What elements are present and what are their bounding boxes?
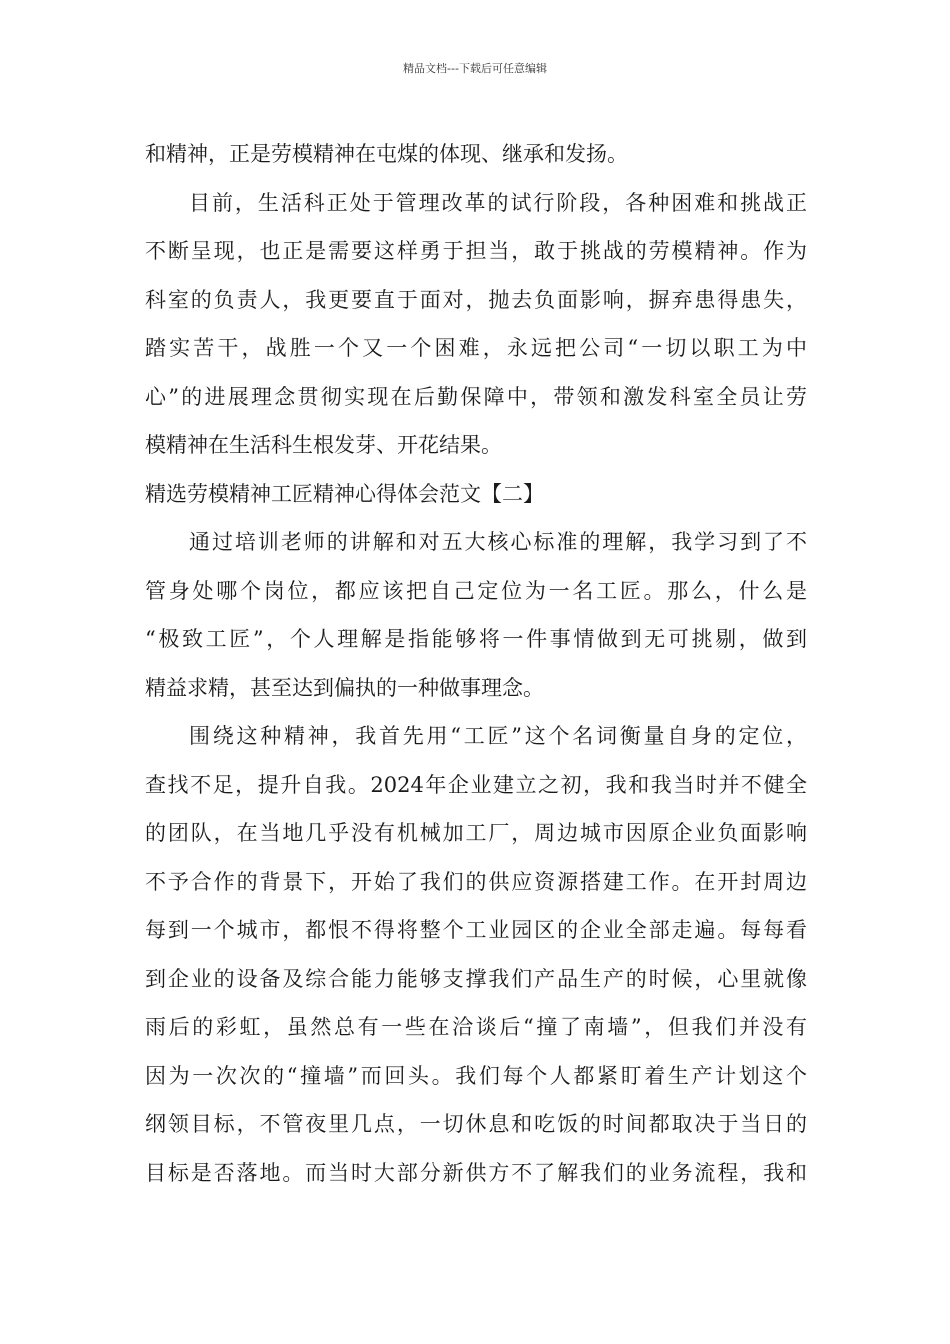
section-heading: 精选劳模精神工匠精神心得体会范文【二】 bbox=[145, 481, 544, 506]
paragraph-line: 和精神，正是劳模精神在屯煤的体现、继承和发扬。 bbox=[145, 142, 628, 166]
document-body bbox=[145, 130, 807, 1197]
paragraph-line: 模精神在生活科生根发芽、开花结果。 bbox=[145, 433, 502, 457]
paragraph-line: 心”的进展理念贯彻实现在后勤保障中，带领和激发科室全员让劳 bbox=[145, 384, 807, 409]
paragraph-line: 每到一个城市，都恨不得将整个工业园区的企业全部走遍。每每看 bbox=[145, 918, 807, 942]
paragraph-line: 纲领目标，不管夜里几点，一切休息和吃饭的时间都取决于当日的 bbox=[145, 1112, 807, 1136]
page-header: 精品文档---下载后可任意编辑 bbox=[403, 62, 547, 75]
paragraph-line: 精益求精，甚至达到偏执的一种做事理念。 bbox=[145, 675, 544, 700]
paragraph-line: 到企业的设备及综合能力能够支撑我们产品生产的时候，心里就像 bbox=[145, 966, 807, 991]
paragraph-line: 踏实苦干，战胜一个又一个困难，永远把公司“一切以职工为中 bbox=[145, 336, 807, 360]
paragraph-line: 雨后的彩虹，虽然总有一些在洽谈后“撞了南墙”，但我们并没有 bbox=[145, 1015, 807, 1039]
paragraph-line: 的团队，在当地几乎没有机械加工厂，周边城市因原企业负面影响 bbox=[145, 821, 807, 845]
paragraph-line: 不断呈现，也正是需要这样勇于担当，敢于挑战的劳模精神。作为 bbox=[145, 239, 807, 263]
paragraph-line: 目前，生活科正处于管理改革的试行阶段，各种困难和挑战正 bbox=[189, 190, 807, 215]
paragraph-line: 查找不足，提升自我。2024年企业建立之初，我和我当时并不健全 bbox=[145, 772, 807, 797]
paragraph-line: 不予合作的背景下，开始了我们的供应资源搭建工作。在开封周边 bbox=[145, 869, 807, 894]
paragraph-line: 管身处哪个岗位，都应该把自己定位为一名工匠。那么，什么是 bbox=[145, 578, 807, 603]
paragraph-line: 因为一次次的“撞墙”而回头。我们每个人都紧盯着生产计划这个 bbox=[145, 1063, 807, 1088]
paragraph-line: 通过培训老师的讲解和对五大核心标准的理解，我学习到了不 bbox=[189, 530, 807, 554]
paragraph-line: 围绕这种精神，我首先用“工匠”这个名词衡量自身的定位， bbox=[189, 724, 807, 748]
paragraph-line: “极致工匠”，个人理解是指能够将一件事情做到无可挑剔，做到 bbox=[145, 627, 807, 651]
paragraph-line: 目标是否落地。而当时大部分新供方不了解我们的业务流程，我和 bbox=[145, 1160, 807, 1185]
paragraph-line: 科室的负责人，我更要直于面对，抛去负面影响，摒弃患得患失， bbox=[145, 287, 807, 312]
